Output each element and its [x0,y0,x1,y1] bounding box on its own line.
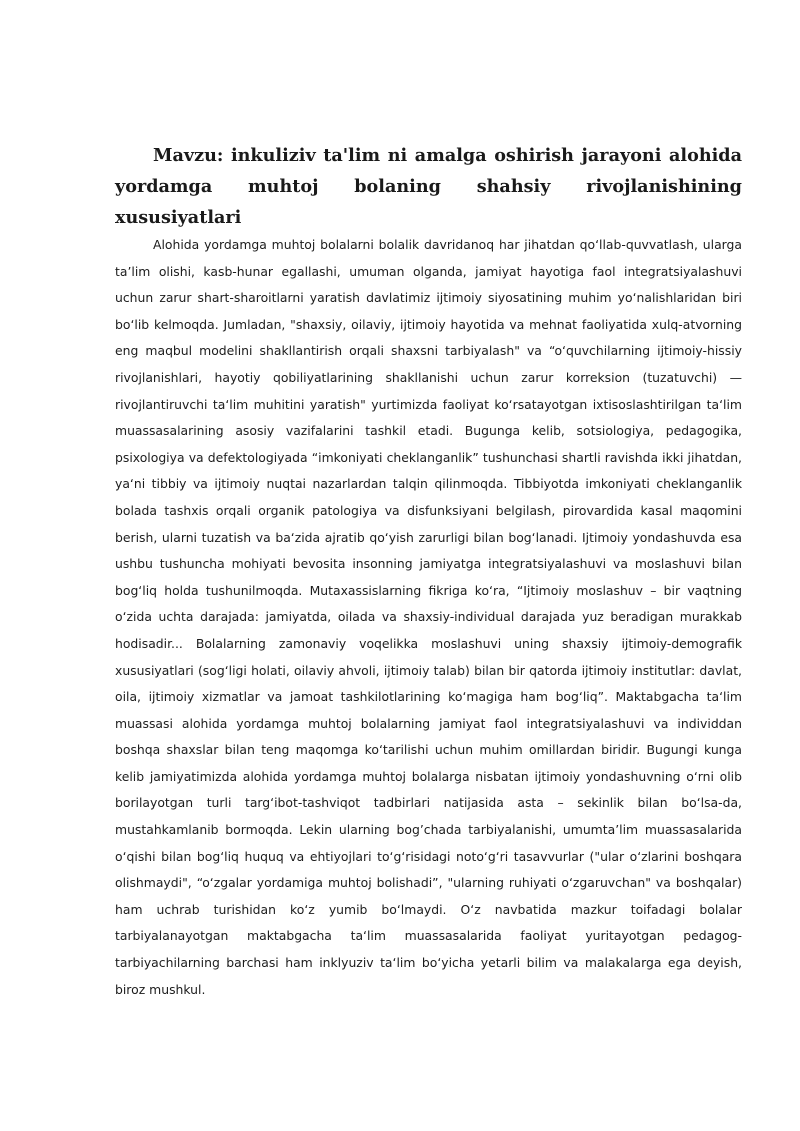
document-title: Mavzu: inkuliziv ta'lim ni amalga oshirish jarayoni alohida yordamga muhtoj bolaning shahsiy rivojlanishining xususiyatlari [115,145,742,228]
body-paragraph: Alohida yordamga muhtoj bolalarni bolalik davridanoq har jihatdan qo‘llab-quvvatlash, ularga ta’lim olishi, kasb-hunar egallashi, umuman olganda, jamiyat hayotiga faol integratsiyalashuvi uchun zarur shart-sharoitlarni yaratish davlatimiz ijtimoiy siyosatining muhim yo‘nalishlaridan biri bo‘lib kelmoqda. Jumladan, "shaxsiy, oilaviy, ijtimoiy hayotida va mehnat faoliyatida xulq-atvorning eng maqbul modelini shakllantirish orqali shaxsni tarbiyalash" va “o‘quvchilarning ijtimoiy-hissiy rivojlanishlari, hayotiy qobiliyatlarining shakllanishi uchun zarur korreksion (tuzatuvchi) — rivojlantiruvchi ta‘lim muhitini yaratish" yurtimizda faoliyat ko‘rsatayotgan ixtisoslashtirilgan ta‘lim muassasalarining asosiy vazifalarini tashkil etadi. Bugunga kelib, sotsiologiya, pedagogika, psixologiya va defektologiyada “imkoniyati cheklanganlik” tushunchasi shartli ravishda ikki jihatdan, ya‘ni tibbiy va ijtimoiy nuqtai nazarlardan talqin qilinmoqda. Tibbiyotda imkoniyati cheklanganlik bolada tashxis orqali organik patologiya va disfunksiyani belgilash, pirovardida kasal maqomini berish, ularni tuzatish va ba‘zida ajratib qo‘yish zarurligi bilan bog‘lanadi. Ijtimoiy yondashuvda esa ushbu tushuncha mohiyati bevosita insonning jamiyatga integratsiyalashuvi va moslashuvi bilan bog‘liq holda tushunilmoqda. Mutaxassislarning fikriga ko‘ra, “Ijtimoiy moslashuv – bir vaqtning o‘zida uchta darajada: jamiyatda, oilada va shaxsiy-individual darajada yuz beradigan murakkab hodisadir... Bolalarning zamonaviy voqelikka moslashuvi uning shaxsiy ijtimoiy-demografik xususiyatlari (sog‘ligi holati, oilaviy ahvoli, ijtimoiy talab) bilan bir qatorda ijtimoiy institutlar: davlat, oila, ijtimoiy xizmatlar va jamoat tashkilotlarining ko‘magiga ham bog‘liq”. Maktabgacha ta‘lim muassasi alohida yordamga muhtoj bolalarning jamiyat faol integratsiyalashuvi va individdan boshqa shaxslar bilan teng maqomga ko‘tarilishi uchun muhim omillardan biridir. Bugungi kunga kelib jamiyatimizda alohida yordamga muhtoj bolalarga nisbatan ijtimoiy yondashuvning o‘rni olib borilayotgan turli targ‘ibot-tashviqot tadbirlari natijasida asta – sekinlik bilan bo‘lsa-da, mustahkamlanib bormoqda. Lekin ularning bog’chada tarbiyalanishi, umumta’lim muassasalarida o‘qishi bilan bog‘liq huquq va ehtiyojlari to‘g‘risidagi noto‘g‘ri tasavvurlar ("ular o‘zlarini boshqara olishmaydi", “o‘zgalar yordamiga muhtoj bolishadi”, "ularning ruhiyati o‘zgaruvchan" va boshqalar) ham uchrab turishidan ko‘z yumib bo‘lmaydi. O‘z navbatida mazkur toifadagi bolalar tarbiyalanayotgan maktabgacha ta‘lim muassasalarida faoliyat yuritayotgan pedagog-tarbiyachilarning barchasi ham inklyuziv ta‘lim bo‘yicha yetarli bilim va malakalarga ega deyish, biroz mushkul. [115,237,742,997]
